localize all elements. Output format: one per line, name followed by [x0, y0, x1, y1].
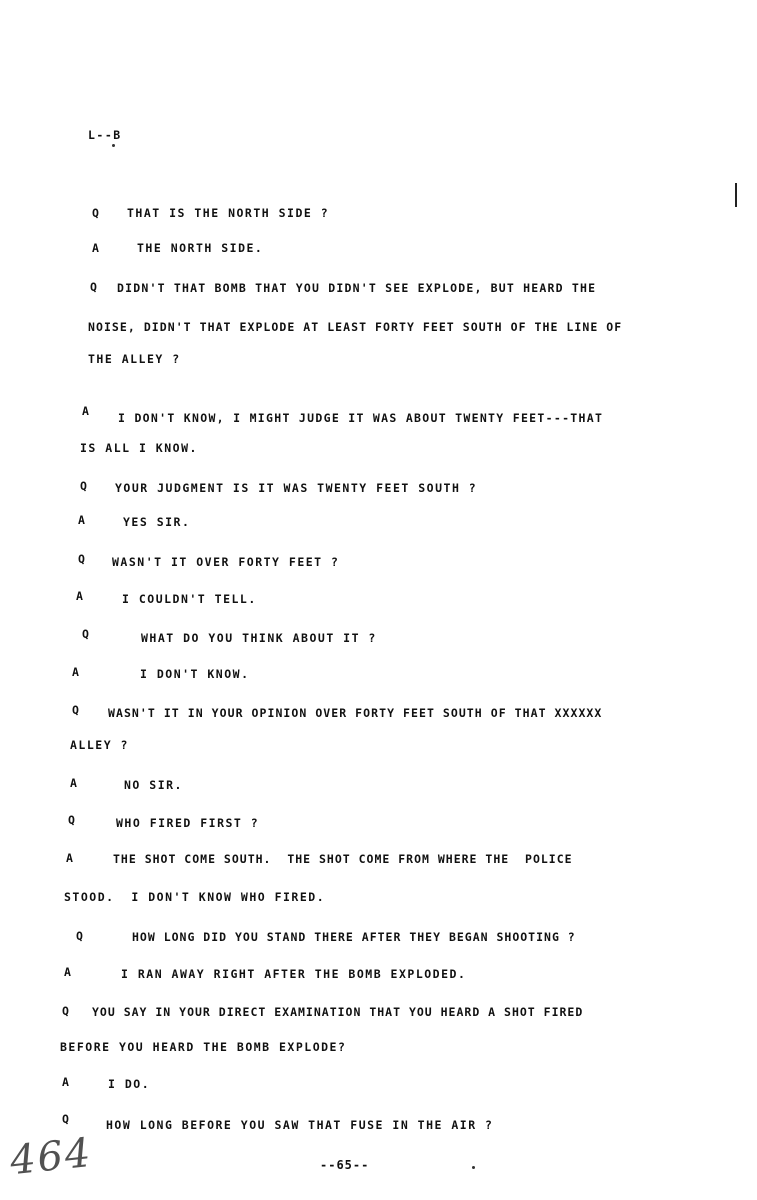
- line-tag: Q: [92, 206, 99, 220]
- line-text: THE SHOT COME SOUTH. THE SHOT COME FROM WHERE THE POLICE: [113, 852, 573, 866]
- line-tag: A: [64, 965, 71, 979]
- line-tag: Q: [72, 703, 79, 717]
- line-tag: A: [70, 776, 77, 790]
- line-text: I RAN AWAY RIGHT AFTER THE BOMB EXPLODED.: [121, 967, 467, 981]
- line-tag: Q: [90, 280, 97, 294]
- line-tag: Q: [76, 929, 83, 943]
- margin-mark: [735, 183, 737, 207]
- line-text: WHAT DO YOU THINK ABOUT IT ?: [141, 631, 377, 645]
- line-text: I COULDN'T TELL.: [122, 592, 257, 606]
- line-text: NO SIR.: [124, 778, 183, 792]
- line-text: I DO.: [108, 1077, 151, 1091]
- line-tag: A: [66, 851, 73, 865]
- page-number: --65--: [320, 1158, 370, 1172]
- line-text: NOISE, DIDN'T THAT EXPLODE AT LEAST FORTY FEET SOUTH OF THE LINE OF: [88, 320, 623, 334]
- line-text: WHO FIRED FIRST ?: [116, 816, 260, 830]
- line-text: THE ALLEY ?: [88, 352, 181, 366]
- line-tag: Q: [80, 479, 87, 493]
- line-tag: Q: [78, 552, 85, 566]
- section-id: L--B: [88, 128, 122, 142]
- line-tag: A: [72, 665, 79, 679]
- line-tag: Q: [68, 813, 75, 827]
- line-tag: Q: [82, 627, 89, 641]
- line-text: STOOD. I DON'T KNOW WHO FIRED.: [64, 890, 326, 904]
- line-text: THE NORTH SIDE.: [137, 241, 264, 255]
- line-text: WASN'T IT IN YOUR OPINION OVER FORTY FEET SOUTH OF THAT XXXXXX: [108, 706, 603, 720]
- line-text: I DON'T KNOW.: [140, 667, 250, 681]
- line-text: I DON'T KNOW, I MIGHT JUDGE IT WAS ABOUT TWENTY FEET---THAT: [118, 411, 604, 425]
- line-tag: A: [82, 404, 89, 418]
- line-tag: A: [76, 589, 83, 603]
- ink-speck: [112, 144, 115, 147]
- line-text: YOU SAY IN YOUR DIRECT EXAMINATION THAT YOU HEARD A SHOT FIRED: [92, 1005, 584, 1019]
- line-tag: Q: [62, 1004, 69, 1018]
- line-text: ALLEY ?: [70, 738, 129, 752]
- line-text: YES SIR.: [123, 515, 191, 529]
- line-tag: A: [78, 513, 85, 527]
- line-text: HOW LONG DID YOU STAND THERE AFTER THEY BEGAN SHOOTING ?: [132, 930, 576, 944]
- line-text: HOW LONG BEFORE YOU SAW THAT FUSE IN THE AIR ?: [106, 1118, 494, 1132]
- line-text: THAT IS THE NORTH SIDE ?: [127, 206, 330, 220]
- line-tag: A: [92, 241, 99, 255]
- handwritten-page-number: 464: [7, 1129, 95, 1185]
- line-text: YOUR JUDGMENT IS IT WAS TWENTY FEET SOUTH ?: [115, 481, 478, 495]
- line-tag: A: [62, 1075, 69, 1089]
- line-tag: Q: [62, 1112, 69, 1126]
- ink-speck: [472, 1166, 475, 1169]
- line-text: WASN'T IT OVER FORTY FEET ?: [112, 555, 340, 569]
- line-text: IS ALL I KNOW.: [80, 441, 198, 455]
- line-text: BEFORE YOU HEARD THE BOMB EXPLODE?: [60, 1040, 347, 1054]
- line-text: DIDN'T THAT BOMB THAT YOU DIDN'T SEE EXPLODE, BUT HEARD THE: [117, 281, 597, 295]
